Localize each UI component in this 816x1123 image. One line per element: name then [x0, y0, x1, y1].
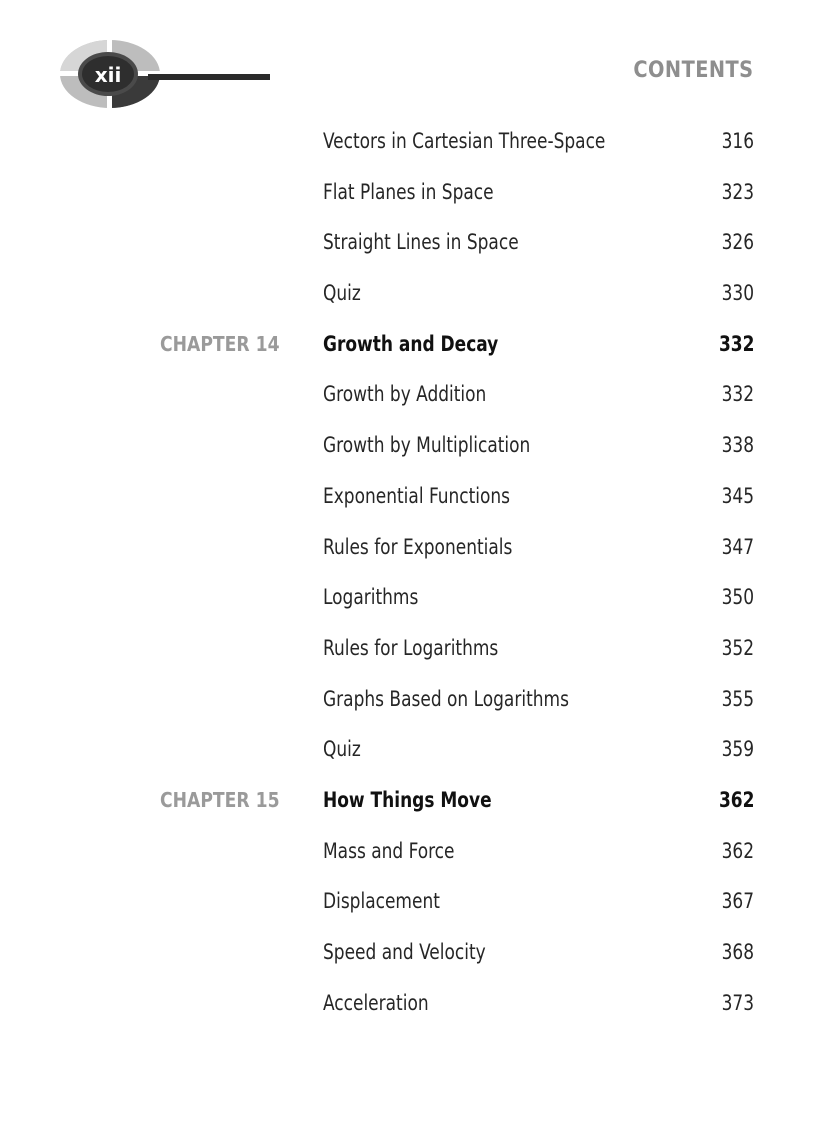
page-ref: 330 — [721, 281, 754, 306]
page-ref: 326 — [721, 230, 754, 255]
toc-row — [0, 523, 816, 574]
toc-chapter-row — [0, 776, 816, 827]
section-title: Flat Planes in Space — [323, 179, 494, 204]
toc-row — [0, 421, 816, 472]
page-ref: 338 — [721, 433, 754, 458]
badge-emblem-icon — [58, 38, 278, 110]
toc-chapter-row — [0, 320, 816, 371]
toc-row — [0, 472, 816, 523]
chapter-title: Growth and Decay — [323, 331, 499, 356]
section-title: Acceleration — [323, 990, 429, 1015]
toc-row — [0, 877, 816, 928]
page-ref: 332 — [721, 382, 754, 407]
page-ref: 347 — [721, 534, 754, 559]
chapter-title: How Things Move — [323, 787, 492, 812]
toc-row — [0, 675, 816, 726]
section-title: Quiz — [323, 737, 361, 762]
section-title: Vectors in Cartesian Three-Space — [323, 129, 606, 153]
section-title: Rules for Logarithms — [323, 635, 499, 660]
section-title: Straight Lines in Space — [323, 230, 519, 255]
section-title: Mass and Force — [323, 838, 455, 863]
section-title: Displacement — [323, 889, 440, 914]
section-title: Growth by Multiplication — [323, 433, 531, 458]
running-head: CONTENTS — [633, 58, 754, 83]
toc-row — [0, 168, 816, 219]
toc-row — [0, 624, 816, 675]
section-title: Growth by Addition — [323, 382, 487, 407]
section-title: Graphs Based on Logarithms — [323, 686, 569, 711]
toc-row — [0, 370, 816, 421]
toc-row — [0, 827, 816, 878]
section-title: Exponential Functions — [323, 483, 511, 508]
toc-row — [0, 725, 816, 776]
page-ref: 359 — [721, 737, 754, 762]
page-ref: 323 — [721, 179, 754, 204]
section-title: Rules for Exponentials — [323, 534, 513, 559]
page-ref: 345 — [721, 483, 754, 508]
table-of-contents — [0, 117, 816, 1029]
section-title: Speed and Velocity — [323, 940, 486, 964]
page-ref: 373 — [721, 990, 754, 1015]
page-ref: 362 — [718, 787, 754, 812]
toc-row — [0, 269, 816, 320]
page-ref: 362 — [721, 838, 754, 863]
page-ref: 355 — [721, 686, 754, 711]
toc-row — [0, 928, 816, 979]
page-ref: 332 — [718, 331, 754, 356]
page-ref: 352 — [721, 635, 754, 660]
toc-row — [0, 573, 816, 624]
page-number-badge — [58, 38, 278, 110]
toc-row — [0, 117, 816, 168]
section-title: Logarithms — [323, 585, 419, 610]
page-ref: 350 — [721, 585, 754, 610]
page-number: xii — [94, 63, 122, 87]
section-title: Quiz — [323, 281, 361, 306]
chapter-label: CHAPTER 15 — [160, 787, 280, 812]
page-ref: 316 — [721, 129, 754, 153]
page-ref: 368 — [721, 940, 754, 964]
page-ref: 367 — [721, 889, 754, 914]
toc-row — [0, 218, 816, 269]
toc-row — [0, 979, 816, 1030]
chapter-label: CHAPTER 14 — [160, 331, 280, 356]
